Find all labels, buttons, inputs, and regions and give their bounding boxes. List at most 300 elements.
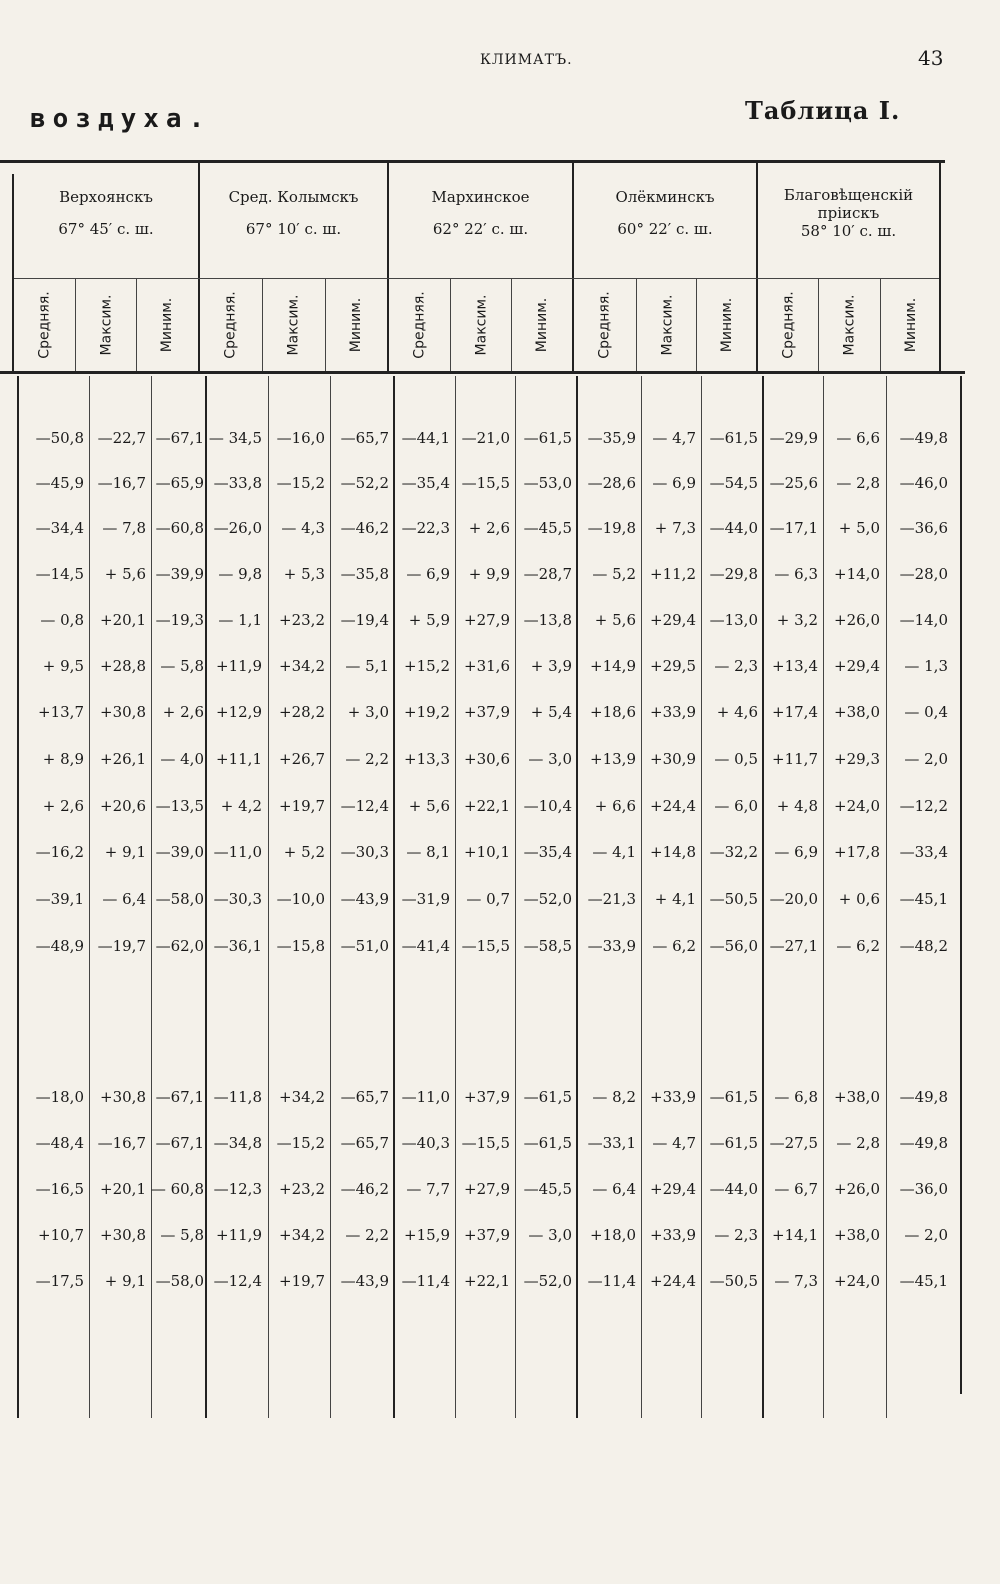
subhead-min: Миним. [718,297,735,353]
table-cell: —17,1 [769,519,818,537]
table-cell: —46,2 [340,519,389,537]
table-cell: +17,8 [834,843,880,861]
table-cell: +30,8 [100,703,146,721]
station-header [574,186,756,276]
subhead-max: Максим. [284,294,301,356]
subhead-min: Миним. [533,297,550,353]
table-cell: —22,7 [97,429,146,447]
table-cell: —33,9 [587,937,636,955]
subhead-mean: Средняя. [223,291,239,359]
table-cell: —48,9 [35,937,84,955]
subhead-min: Миним. [158,297,175,353]
table-cell: +34,2 [279,1088,325,1106]
table-cell: + 6,6 [594,797,636,815]
table-cell: +26,0 [834,611,880,629]
table-cell: —45,1 [899,890,948,908]
table-cell: —12,2 [899,797,948,815]
table-cell: —50,5 [709,890,758,908]
table-cell: —30,3 [340,843,389,861]
table-cell: —28,7 [523,565,572,583]
table-cell: —10,4 [523,797,572,815]
table-cell: —32,2 [709,843,758,861]
table-cell: —15,5 [461,937,510,955]
table-cell: +15,2 [404,657,450,675]
table-cell: +13,7 [38,703,84,721]
table-cell: —45,5 [523,519,572,537]
table-cell: —11,0 [213,843,262,861]
summary-row [0,1266,1000,1296]
table-cell: —16,7 [97,474,146,492]
table-cell: —14,0 [899,611,948,629]
table-cell: —13,8 [523,611,572,629]
table-cell: —36,1 [213,937,262,955]
table-cell: +38,0 [834,1226,880,1244]
table-cell: —19,4 [340,611,389,629]
table-cell: +30,9 [650,750,696,768]
table-cell: —58,0 [155,890,204,908]
table-cell: —44,1 [401,429,450,447]
table-cell: —33,8 [213,474,262,492]
table-cell: —22,3 [401,519,450,537]
table-row [0,651,1000,681]
table-cell: +29,4 [650,611,696,629]
table-cell: —15,2 [276,474,325,492]
table-cell: — 4,3 [281,519,325,537]
table-cell: +33,9 [650,1088,696,1106]
table-cell: —61,5 [523,429,572,447]
table-cell: — 6,9 [652,474,696,492]
station-name: Олёкминскъ [615,188,715,206]
table-cell: — 2,3 [714,657,758,675]
table-cell: +30,6 [464,750,510,768]
table-cell: +12,9 [216,703,262,721]
table-cell: +10,1 [464,843,510,861]
table-cell: + 3,0 [347,703,389,721]
table-cell: —12,3 [213,1180,262,1198]
table-cell: —19,7 [97,937,146,955]
table-cell: + 4,8 [776,797,818,815]
table-cell: — 3,0 [528,1226,572,1244]
table-row [0,423,1000,453]
table-cell: + 3,9 [530,657,572,675]
table-cell: — 6,2 [836,937,880,955]
station-name: Благовѣщенскій пріискъ [783,186,914,222]
table-cell: +13,9 [590,750,636,768]
table-cell: —29,9 [769,429,818,447]
table-cell: —19,3 [155,611,204,629]
table-cell: — 4,7 [652,1134,696,1152]
table-cell: —48,2 [899,937,948,955]
table-cell: —25,6 [769,474,818,492]
table-cell: + 9,5 [42,657,84,675]
table-cell: +29,5 [650,657,696,675]
table-cell: — 0,4 [904,703,948,721]
table-cell: +37,9 [464,1226,510,1244]
table-cell: —36,0 [899,1180,948,1198]
table-cell: —65,7 [340,1088,389,1106]
table-cell: —19,8 [587,519,636,537]
table-cell: +29,3 [834,750,880,768]
table-cell: + 5,3 [283,565,325,583]
table-cell: —45,5 [523,1180,572,1198]
table-cell: +34,2 [279,1226,325,1244]
table-cell: —44,0 [709,519,758,537]
table-cell: —31,9 [401,890,450,908]
table-cell: —27,1 [769,937,818,955]
table-cell: —28,0 [899,565,948,583]
table-cell: —34,8 [213,1134,262,1152]
table-cell: + 9,1 [104,843,146,861]
table-cell: —16,2 [35,843,84,861]
table-cell: —21,0 [461,429,510,447]
table-cell: +14,1 [772,1226,818,1244]
table-cell: +33,9 [650,1226,696,1244]
table-cell: — 6,8 [774,1088,818,1106]
subhead-min: Миним. [347,297,364,353]
table-cell: — 8,1 [406,843,450,861]
table-cell: —11,8 [213,1088,262,1106]
table-cell: —17,5 [35,1272,84,1290]
table-cell: —15,5 [461,1134,510,1152]
table-cell: — 1,1 [218,611,262,629]
station-header [200,186,387,276]
table-cell: — 5,8 [160,1226,204,1244]
table-cell: —15,2 [276,1134,325,1152]
subhead-max: Максим. [840,294,857,356]
table-cell: — 1,3 [904,657,948,675]
table-cell: —53,0 [523,474,572,492]
table-cell: +23,2 [279,1180,325,1198]
table-cell: —52,0 [523,1272,572,1290]
table-cell: —67,1 [155,1088,204,1106]
table-cell: —11,0 [401,1088,450,1106]
table-cell: — 9,8 [218,565,262,583]
table-cell: —15,8 [276,937,325,955]
table-row [0,697,1000,727]
table-cell: — 5,1 [345,657,389,675]
table-cell: — 6,4 [102,890,146,908]
table-cell: — 2,0 [904,750,948,768]
station-latitude: 58° 10′ с. ш. [800,222,897,240]
table-cell: +24,4 [650,797,696,815]
table-cell: —65,7 [340,1134,389,1152]
table-cell: —41,4 [401,937,450,955]
table-cell: +11,7 [772,750,818,768]
table-cell: — 6,9 [406,565,450,583]
table-cell: —39,9 [155,565,204,583]
table-cell: —12,4 [213,1272,262,1290]
table-cell: — 7,3 [774,1272,818,1290]
table-cell: +10,7 [38,1226,84,1244]
table-cell: +34,2 [279,657,325,675]
page-header [0,0,1000,140]
table-cell: —52,0 [523,890,572,908]
table-cell: +27,9 [464,1180,510,1198]
table-cell: —61,5 [709,1088,758,1106]
table-cell: +24,4 [650,1272,696,1290]
table-cell: —49,8 [899,1088,948,1106]
table-cell: + 9,1 [104,1272,146,1290]
table-cell: —58,0 [155,1272,204,1290]
table-row [0,884,1000,914]
table-cell: +15,9 [404,1226,450,1244]
table-cell: —49,8 [899,429,948,447]
table-cell: — 2,2 [345,750,389,768]
table-cell: — 6,0 [714,797,758,815]
table-cell: +26,1 [100,750,146,768]
table-cell: + 9,9 [468,565,510,583]
table-cell: — 6,7 [774,1180,818,1198]
table-cell: —20,0 [769,890,818,908]
summary-row [0,1128,1000,1158]
table-cell: —65,9 [155,474,204,492]
table-cell: +17,4 [772,703,818,721]
table-cell: —62,0 [155,937,204,955]
table-cell: —45,1 [899,1272,948,1290]
station-header [389,186,572,276]
table-cell: —61,5 [709,1134,758,1152]
table-cell: +24,0 [834,1272,880,1290]
subhead-max: Максим. [472,294,489,356]
table-cell: —46,2 [340,1180,389,1198]
table-cell: —50,8 [35,429,84,447]
page-number: 43 [918,46,944,70]
table-cell: —39,0 [155,843,204,861]
table-cell: +26,7 [279,750,325,768]
table-cell: —67,1 [155,429,204,447]
table-cell: +38,0 [834,1088,880,1106]
table-cell: —11,4 [587,1272,636,1290]
table-cell: — 8,2 [592,1088,636,1106]
table-cell: —49,8 [899,1134,948,1152]
running-title: КЛИМАТЪ. [480,52,573,68]
table-cell: +33,9 [650,703,696,721]
table-row [0,559,1000,589]
table-cell: —61,5 [709,429,758,447]
table-cell: + 8,9 [42,750,84,768]
table-cell: +30,8 [100,1226,146,1244]
table-cell: —51,0 [340,937,389,955]
table-cell: — 2,3 [714,1226,758,1244]
table-row [0,468,1000,498]
table-cell: — 4,7 [652,429,696,447]
table-cell: — 0,8 [40,611,84,629]
table-cell: — 5,8 [160,657,204,675]
table-cell: —11,4 [401,1272,450,1290]
table-cell: +11,1 [216,750,262,768]
table-cell: +13,3 [404,750,450,768]
table-cell: +26,0 [834,1180,880,1198]
table-cell: + 4,6 [716,703,758,721]
summary-row [0,1220,1000,1250]
table-cell: —35,4 [401,474,450,492]
station-latitude: 67° 10′ с. ш. [245,220,342,238]
table-cell: —43,9 [340,890,389,908]
subhead-max: Максим. [97,294,114,356]
table-cell: + 0,6 [838,890,880,908]
table-cell: — 2,2 [345,1226,389,1244]
table-cell: +31,6 [464,657,510,675]
table-cell: —35,4 [523,843,572,861]
table-cell: —15,5 [461,474,510,492]
table-cell: —56,0 [709,937,758,955]
table-cell: —16,7 [97,1134,146,1152]
subhead-mean: Средняя. [412,291,428,359]
table-row [0,605,1000,635]
table-cell: —67,1 [155,1134,204,1152]
table-row [0,513,1000,543]
station-header [758,186,939,276]
table-cell: — 3,0 [528,750,572,768]
table-cell: —46,0 [899,474,948,492]
table-cell: — 0,7 [466,890,510,908]
table-cell: +37,9 [464,1088,510,1106]
table-cell: —35,9 [587,429,636,447]
subhead-max: Максим. [658,294,675,356]
table-cell: — 7,7 [406,1180,450,1198]
subhead-mean: Средняя. [597,291,613,359]
table-cell: +19,7 [279,797,325,815]
table-cell: +20,1 [100,611,146,629]
table-cell: +38,0 [834,703,880,721]
table-cell: —26,0 [213,519,262,537]
table-cell: —28,6 [587,474,636,492]
table-cell: —33,1 [587,1134,636,1152]
table-cell: —10,0 [276,890,325,908]
table-cell: —36,6 [899,519,948,537]
table-cell: —44,0 [709,1180,758,1198]
table-cell: —21,3 [587,890,636,908]
table-cell: — 34,5 [208,429,262,447]
table-cell: +28,8 [100,657,146,675]
table-cell: +14,8 [650,843,696,861]
table-cell: — 4,1 [592,843,636,861]
table-cell: —60,8 [155,519,204,537]
table-cell: —54,5 [709,474,758,492]
table-cell: — 6,4 [592,1180,636,1198]
table-cell: —18,0 [35,1088,84,1106]
table-cell: +27,9 [464,611,510,629]
table-cell: +22,1 [464,797,510,815]
table-cell: — 4,0 [160,750,204,768]
table-cell: — 0,5 [714,750,758,768]
summary-row [0,1082,1000,1112]
table-row [0,744,1000,774]
table-cell: +11,9 [216,1226,262,1244]
subhead-mean: Средняя. [37,291,53,359]
station-latitude: 67° 45′ с. ш. [58,220,154,238]
table-cell: —34,4 [35,519,84,537]
table-cell: — 5,2 [592,565,636,583]
table-cell: — 2,8 [836,1134,880,1152]
table-cell: —33,4 [899,843,948,861]
table-cell: + 5,0 [838,519,880,537]
table-cell: + 4,1 [654,890,696,908]
table-cell: —65,7 [340,429,389,447]
table-cell: —39,1 [35,890,84,908]
table-cell: — 6,6 [836,429,880,447]
table-cell: +29,4 [834,657,880,675]
table-cell: —43,9 [340,1272,389,1290]
station-header [14,186,198,276]
table-cell: +20,6 [100,797,146,815]
table-cell: +29,4 [650,1180,696,1198]
subhead-min: Миним. [902,297,919,353]
table-cell: —14,5 [35,565,84,583]
table-row [0,931,1000,961]
table-row [0,791,1000,821]
subhead-mean: Средняя. [781,291,797,359]
table-cell: —13,5 [155,797,204,815]
station-name: Мархинское [431,188,530,206]
table-cell: + 5,4 [530,703,572,721]
table-cell: + 5,6 [594,611,636,629]
table-cell: — 6,2 [652,937,696,955]
table-cell: —12,4 [340,797,389,815]
table-cell: —45,9 [35,474,84,492]
table-cell: — 6,3 [774,565,818,583]
table-cell: +23,2 [279,611,325,629]
station-underline [14,278,939,279]
table-cell: + 2,6 [162,703,204,721]
station-name: Верхоянскъ [59,188,153,206]
table-cell: — 6,9 [774,843,818,861]
header-bottom-rule [0,371,965,374]
table-cell: — 60,8 [150,1180,204,1198]
table-cell: —52,2 [340,474,389,492]
table-cell: + 4,2 [220,797,262,815]
table-cell: +28,2 [279,703,325,721]
station-name: Сред. Колымскъ [228,188,359,206]
table-top-rule [0,160,945,163]
summary-row [0,1174,1000,1204]
table-cell: — 2,0 [904,1226,948,1244]
table-cell: — 7,8 [102,519,146,537]
table-cell: — 2,8 [836,474,880,492]
table-row [0,837,1000,867]
table-cell: +14,9 [590,657,636,675]
station-latitude: 60° 22′ с. ш. [617,220,713,238]
table-cell: + 5,6 [408,797,450,815]
table-cell: +18,6 [590,703,636,721]
table-cell: + 2,6 [42,797,84,815]
table-cell: + 2,6 [468,519,510,537]
table-label: Таблица I. [745,96,901,125]
table-cell: + 7,3 [654,519,696,537]
table-cell: —58,5 [523,937,572,955]
table-cell: —13,0 [709,611,758,629]
section-word: воздуха. [30,104,212,134]
table-cell: —27,5 [769,1134,818,1152]
table-cell: —50,5 [709,1272,758,1290]
station-latitude: 62° 22′ с. ш. [432,220,529,238]
table-cell: +22,1 [464,1272,510,1290]
table-cell: +11,9 [216,657,262,675]
table-cell: + 5,6 [104,565,146,583]
table-cell: +24,0 [834,797,880,815]
table-cell: +19,2 [404,703,450,721]
table-cell: +30,8 [100,1088,146,1106]
table-cell: —48,4 [35,1134,84,1152]
table-cell: —35,8 [340,565,389,583]
table-cell: +11,2 [650,565,696,583]
table-cell: + 5,2 [283,843,325,861]
table-cell: + 5,9 [408,611,450,629]
table-cell: + 3,2 [776,611,818,629]
table-cell: —16,0 [276,429,325,447]
table-cell: +19,7 [279,1272,325,1290]
table-cell: +13,4 [772,657,818,675]
